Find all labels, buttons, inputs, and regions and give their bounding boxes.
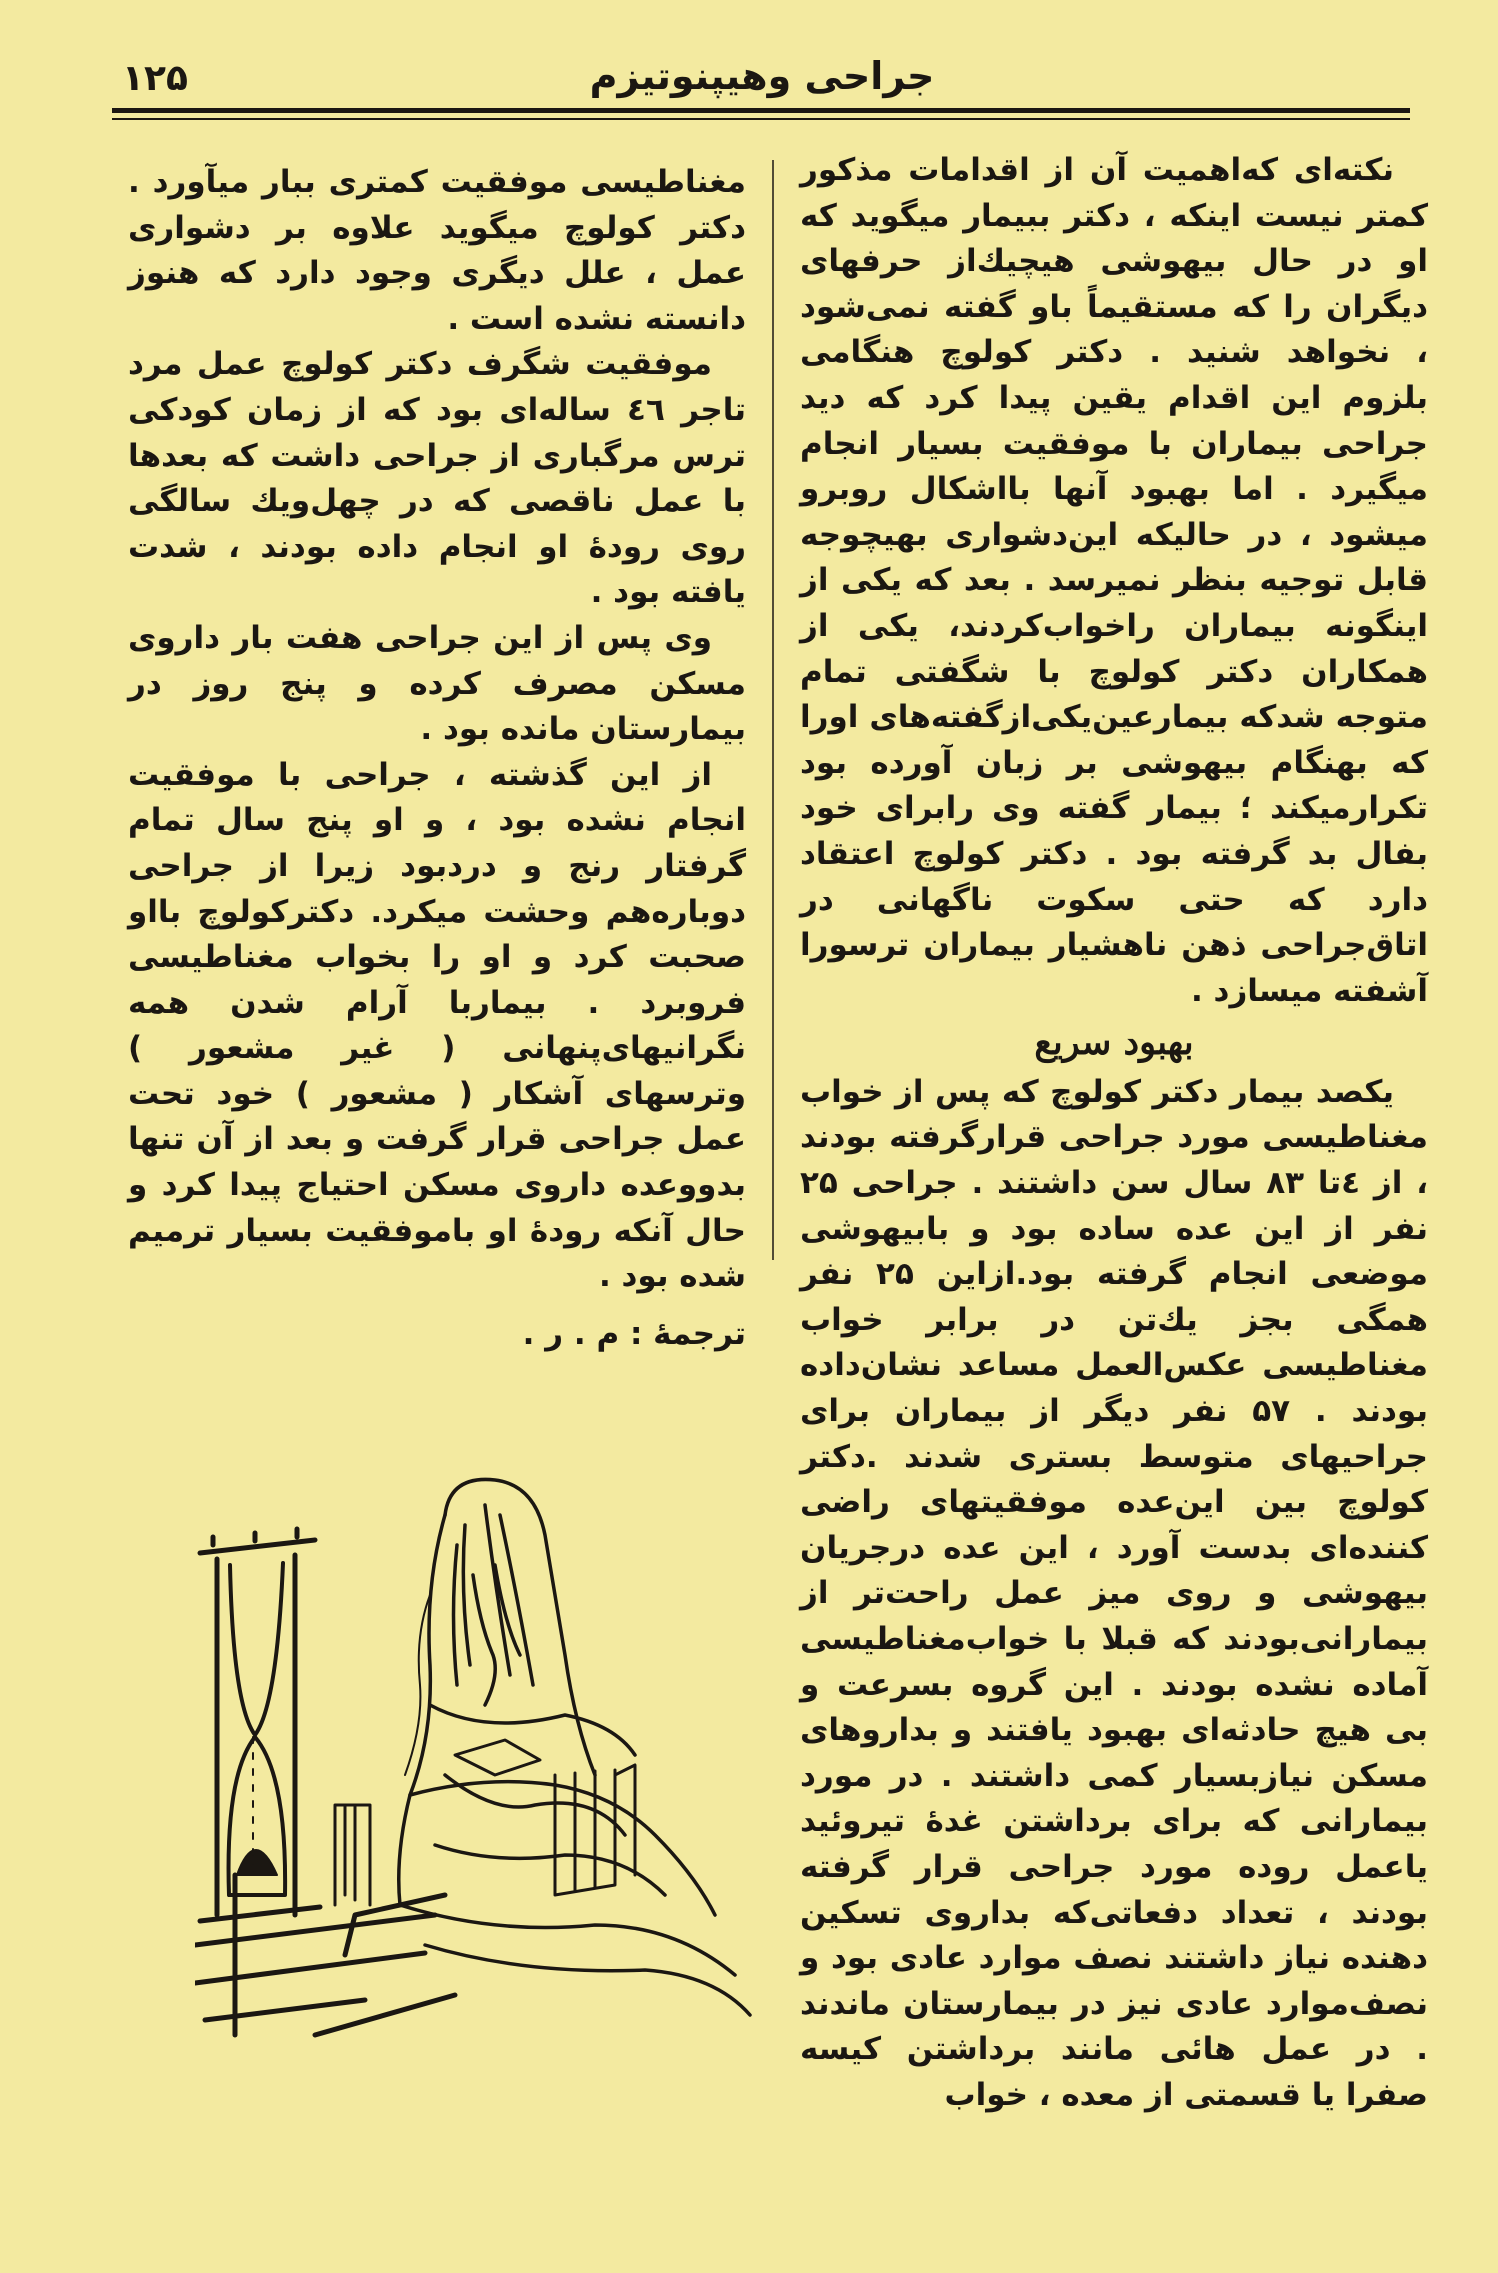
- left-column: [128, 160, 746, 1357]
- books: [335, 1765, 635, 1905]
- hourglass-icon: [200, 1529, 320, 1921]
- paragraph: وی پس از این جراحی هفت بار داروی مسکن مصرف کرده و پنج روز در بیمارستان مانده بود .: [128, 619, 746, 748]
- section-heading: بهبود سریع: [1034, 1022, 1194, 1064]
- paragraph: یکصد بیمار دکتر کولوچ که پس از خواب مغناطیسی مورد جراحی قرارگرفته بودند ، از ٤تا ۸۳ سال سن داشتند . جراحی ۲۵ نفر از این عده ساده بود و بابیهوشی موضعی انجام گرفته بود.ازاین ۲۵ نفر همگی بجز یك‌تن در برابر خواب مغناطیسی عکس‌العمل مساعد نشان‌داده بودند . ۵۷ نفر دیگر از بیماران برای جراحیهای متوسط بستری شدند .دکتر کولوچ بین این‌عده موفقیتهای راضی کننده‌ای بدست آورد ، این عده درجریان بیهوشی و روی میز عمل راحت‌تر از بیمارانی‌بودند که قبلا با خواب‌مغناطیسی آماده نشده بودند . این گروه بسرعت و بی هیچ حادثه‌ای بهبود یافتند و بداروهای مسکن نیازبسیار کمی داشتند . در مورد بیمارانی که برای برداشتن غدهٔ تیروئید یاعمل روده مورد جراحی قرار گرفته بودند ، تعداد دفعاتی‌که بداروی تسکین دهنده نیاز داشتند نصف موارد عادی بود و نصف‌موارد عادی نیز در بیمارستان ماندند . در عمل هائی مانند برداشتن کیسه صفرا یا قسمتی از معده ، خواب: [800, 1073, 1428, 2113]
- paragraph: مغناطیسی موفقیت کمتری ببار میآورد . دکتر کولوچ میگوید علاوه بر دشواری عمل ، علل دیگری وجود دارد که هنوز دانسته نشده است .: [128, 164, 746, 337]
- translator-credit: ترجمهٔ : م . ر .: [522, 1315, 746, 1352]
- column-divider: [772, 160, 774, 1260]
- paragraph: نکته‌ای که‌اهمیت آن از اقدامات مذکور کمتر نیست اینکه ، دکتر ببیمار میگوید که او در حال بیهوشی هیچیك‌از حرفهای دیگران را که مستقیماً باو گفته نمی‌شود ، نخواهد شنید . دکتر کولوچ هنگامی بلزوم این اقدام یقین پیدا کرد که دید جراحی بیماران با موفقیت بسیار انجام میگیرد . اما بهبود آنها بااشکال روبرو میشود ، در حالیکه این‌دشواری بهیچوجه قابل توجیه بنظر نمیرسد . بعد که یکی از اینگونه بیماران راخواب‌کردند، یکی از همکاران دکتر کولوچ با شگفتی تمام متوجه شدکه بیمارعین‌یکی‌ازگفته‌های اورا که بهنگام بیهوشی بر زبان آورده بود تکرارمیکند ؛ بیمار گفته وی رابرای خود بفال بد گرفته بود . دکتر کولوچ اعتقاد دارد که حتی سکوت ناگهانی در اتاق‌جراحی ذهن ناهشیار بیماران ترسورا آشفته میسازد .: [800, 152, 1428, 1009]
- paragraph: از این گذشته ، جراحی با موفقیت انجام نشده بود ، و او پنج سال تمام گرفتار رنج و دردبود زیرا از جراحی دوباره‌هم وحشت میکرد. دکترکولوچ بااو صحبت کرد و او را بخواب مغناطیسی فروبرد . بیماربا آرام شدن همه نگرانیهای‌پنهانی ( غیر مشعور ) وترسهای آشکار ( مشعور ) خود تحت عمل جراحی قرار گرفت و بعد از آن تنها بدووعده داروی مسکن احتیاج پیدا کرد و حال آنکه رودهٔ او باموفقیت بسیار ترمیم شده بود .: [128, 756, 746, 1295]
- right-column: [800, 148, 1428, 2119]
- page-number: ۱۲۵: [122, 58, 188, 99]
- hourglass-sage-illustration: [195, 1475, 755, 2040]
- page-header: [118, 52, 1406, 108]
- header-rule-thin: [112, 118, 1410, 120]
- running-title: جراحی وهیپنوتیزم: [589, 54, 935, 98]
- base-steps: [195, 1875, 455, 2035]
- paragraph: موفقیت شگرف دکتر کولوچ عمل مرد تاجر ٤٦ ساله‌ای بود که از زمان کودکی ترس مرگباری از جراحی داشت که بعدها با عمل ناقصی که در چهل‌ویك سالگی روی رودهٔ او انجام داده بودند ، شدت یافته بود .: [128, 346, 747, 611]
- robed-figure: [399, 1479, 750, 2015]
- header-rule-thick: [112, 108, 1410, 113]
